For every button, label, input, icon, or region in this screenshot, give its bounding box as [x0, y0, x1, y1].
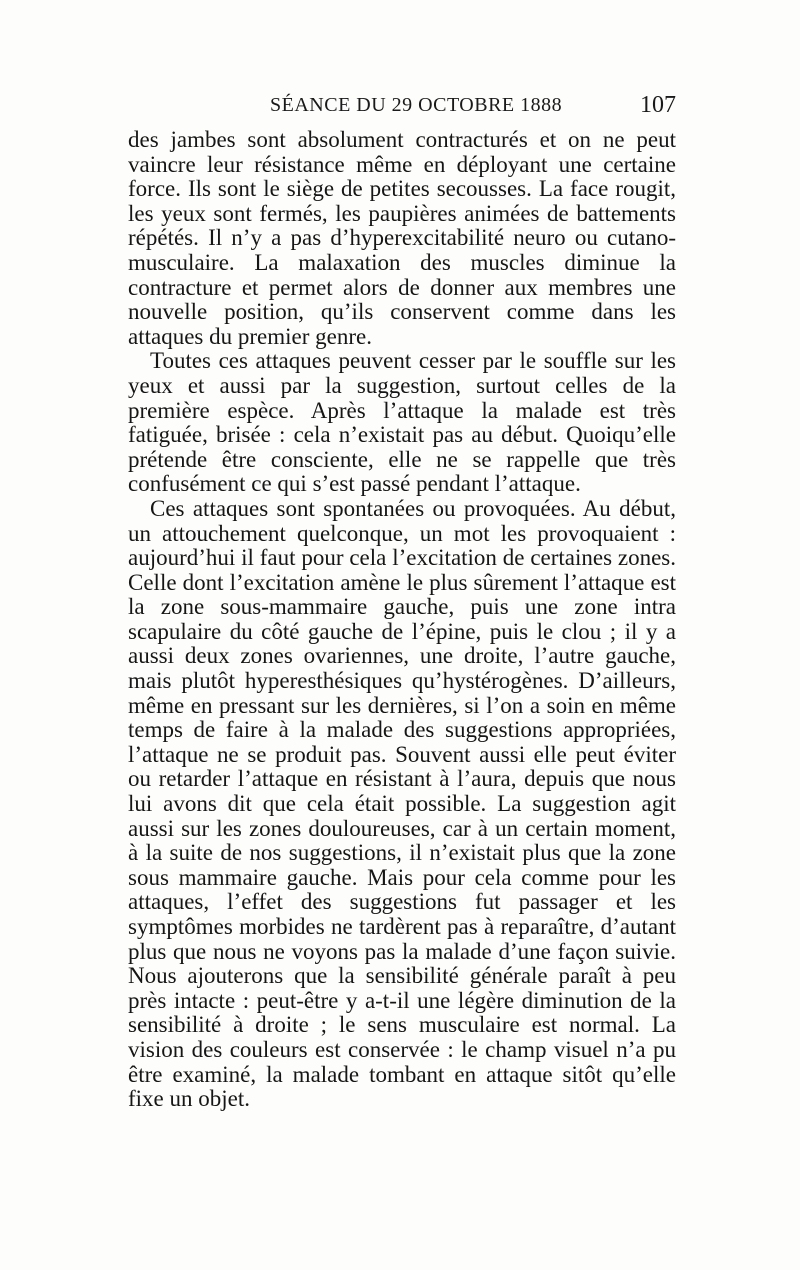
paragraph-continued: des jambes sont absolument contracturés et on ne peut vaincre leur résistance même en déployant une certaine force. Ils sont le siège de petites secousses. La face rougit, les yeux sont fermés, les paupières animées de battements répétés. Il n’y a pas d’hyperexcitabilité neuro ou cutano-musculaire. La malaxation des muscles diminue la contracture et permet alors de donner aux membres une nouvelle position, qu’ils conservent comme dans les attaques du premier genre. [128, 127, 676, 349]
paragraph-attacks-provoked: Ces attaques sont spontanées ou provoquées. Au début, un attouchement quelconque, un mot les provoquaient : aujourd’hui il faut pour cela l’excitation de certaines zones. Celle dont l’excitation amène le plus sûrement l’attaque est la zone sous-mammaire gauche, puis une zone intra scapulaire du côté gauche de l’épine, puis le clou ; il y a aussi deux zones ovariennes, une droite, l’autre gauche, mais plutôt hyperesthésiques qu’hystérogènes. D’ailleurs, même en pressant sur les dernières, si l’on a soin en même temps de faire à la malade des suggestions appropriées, l’attaque ne se produit pas. Souvent aussi elle peut éviter ou retarder l’attaque en résistant à l’aura, depuis que nous lui avons dit que cela était possible. La suggestion agit aussi sur les zones douloureuses, car à un certain moment, à la suite de nos suggestions, il n’existait plus que la zone sous mammaire gauche. Mais pour cela comme pour les attaques, l’effet des suggestions fut passager et les symptômes morbides ne tardèrent pas à reparaître, d’autant plus que nous ne voyons pas la malade d’une façon suivie. Nous ajouterons que la sensibilité générale paraît à peu près intacte : peut-être y a-t-il une légère diminution de la sensibilité à droite ; le sens musculaire est normal. La vision des couleurs est conservée : le champ visuel n’a pu être examiné, la malade tombant en attaque sitôt qu’elle fixe un objet. [128, 495, 676, 1112]
running-title: SÉANCE DU 29 OCTOBRE 1888 [270, 94, 563, 116]
page-number: 107 [640, 92, 676, 118]
body-text [128, 128, 676, 1112]
paragraph-attacks-end: Toutes ces attaques peuvent cesser par le souffle sur les yeux et aussi par la suggestion, surtout celles de la première espèce. Après l’attaque la malade est très fatiguée, brisée : cela n’existait pas au début. Quoiqu’elle prétende être consciente, elle ne se rappelle que très confusément ce qui s’est passé pendant l’attaque. [128, 348, 676, 497]
running-head [128, 92, 676, 126]
